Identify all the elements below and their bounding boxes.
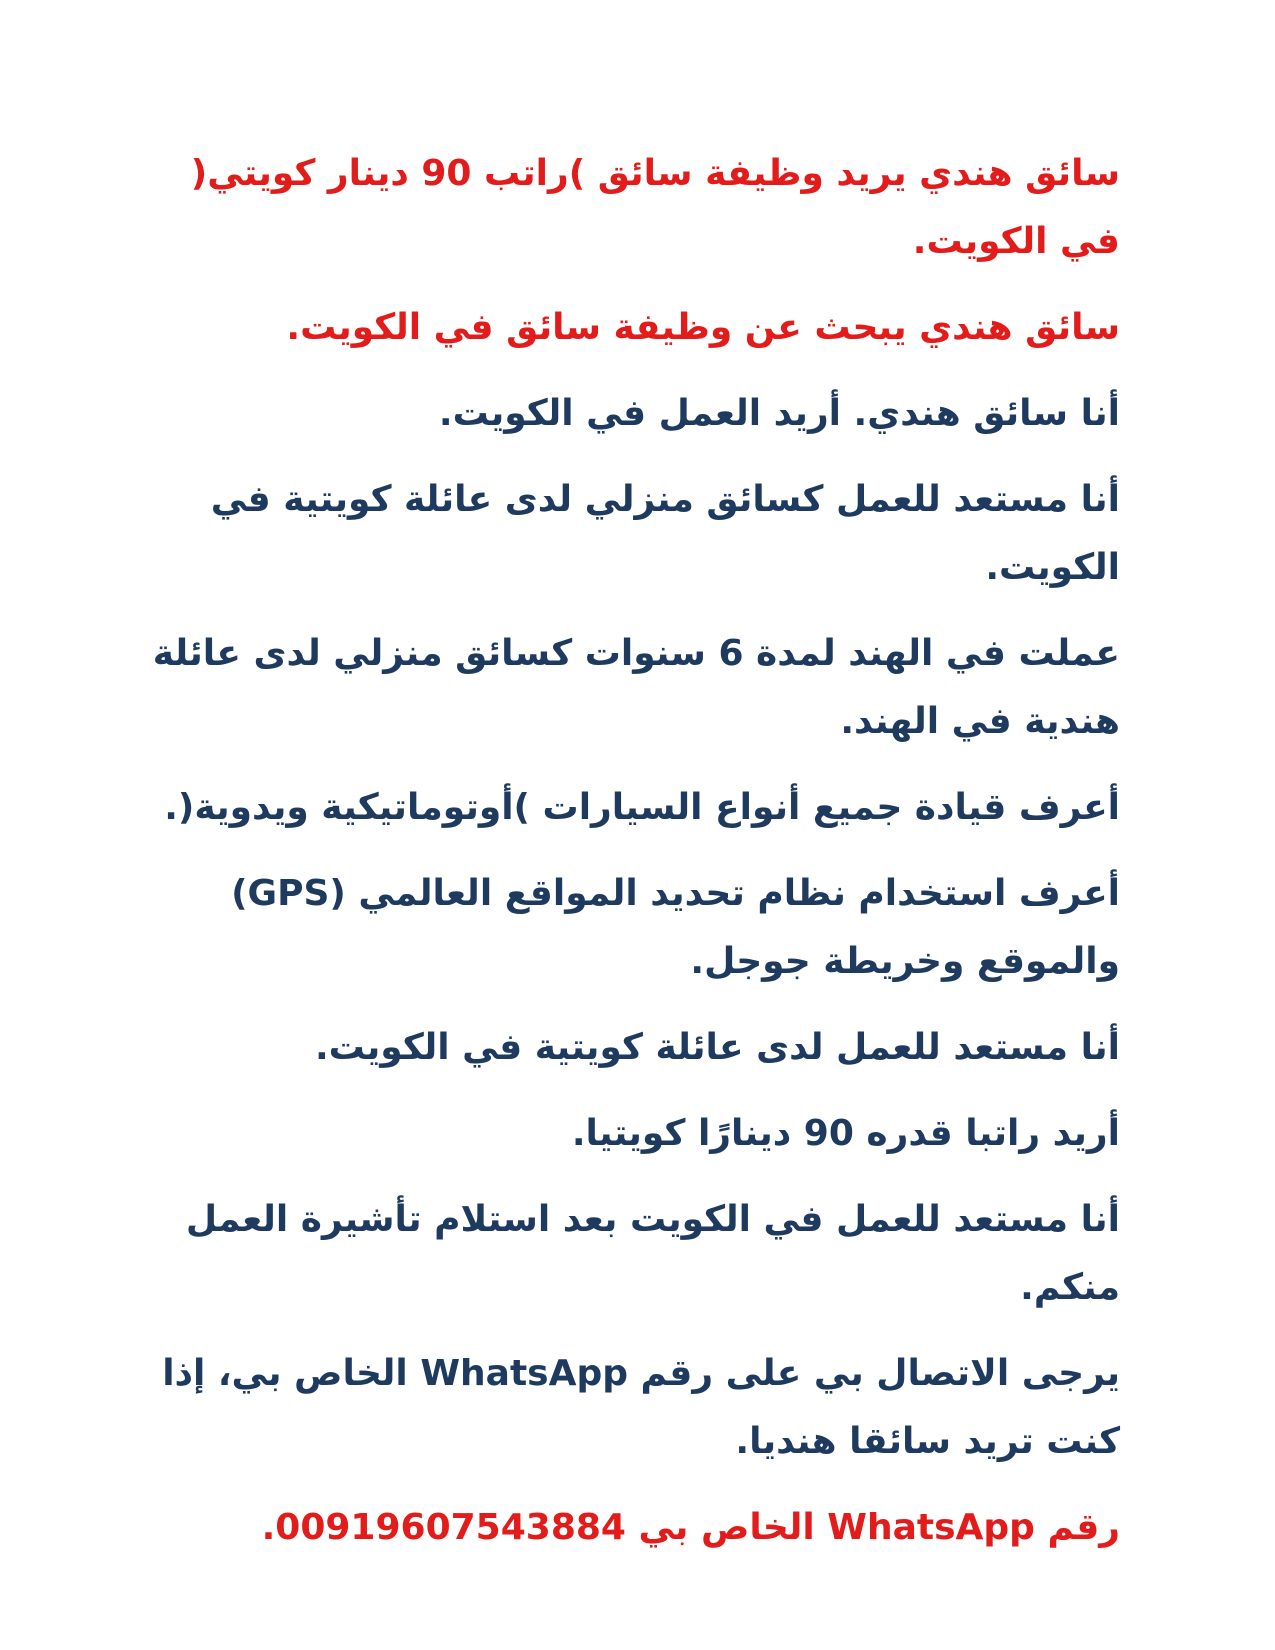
document-body — [145, 140, 1120, 1580]
paragraph-gps: أعرف استخدام نظام تحديد المواقع العالمي (GPS) والموقع وخريطة جوجل. — [231, 873, 1120, 982]
paragraph-salary: أريد راتبا قدره 90 دينارًا كويتيا. — [571, 1113, 1120, 1154]
headline-looking-for-job: سائق هندي يبحث عن وظيفة سائق في الكويت. — [286, 307, 1120, 348]
paragraph-contact: يرجى الاتصال بي على رقم WhatsApp الخاص بي، إذا كنت تريد سائقا هنديا. — [162, 1353, 1120, 1462]
paragraph-experience: عملت في الهند لمدة 6 سنوات كسائق منزلي لدى عائلة هندية في الهند. — [152, 633, 1120, 742]
paragraph-intro: أنا سائق هندي. أريد العمل في الكويت. — [438, 393, 1120, 434]
whatsapp-number: رقم WhatsApp الخاص بي 00919607543884. — [261, 1507, 1120, 1548]
paragraph-visa: أنا مستعد للعمل في الكويت بعد استلام تأشيرة العمل منكم. — [185, 1199, 1120, 1308]
paragraph-car-types: أعرف قيادة جميع أنواع السيارات )أوتوماتيكية ويدوية(. — [164, 787, 1120, 828]
paragraph-ready-house-driver: أنا مستعد للعمل كسائق منزلي لدى عائلة كويتية في الكويت. — [210, 479, 1120, 588]
paragraph-ready-kuwaiti-family: أنا مستعد للعمل لدى عائلة كويتية في الكويت. — [314, 1027, 1120, 1068]
headline-salary: سائق هندي يريد وظيفة سائق )راتب 90 دينار كويتي( في الكويت. — [190, 153, 1120, 262]
